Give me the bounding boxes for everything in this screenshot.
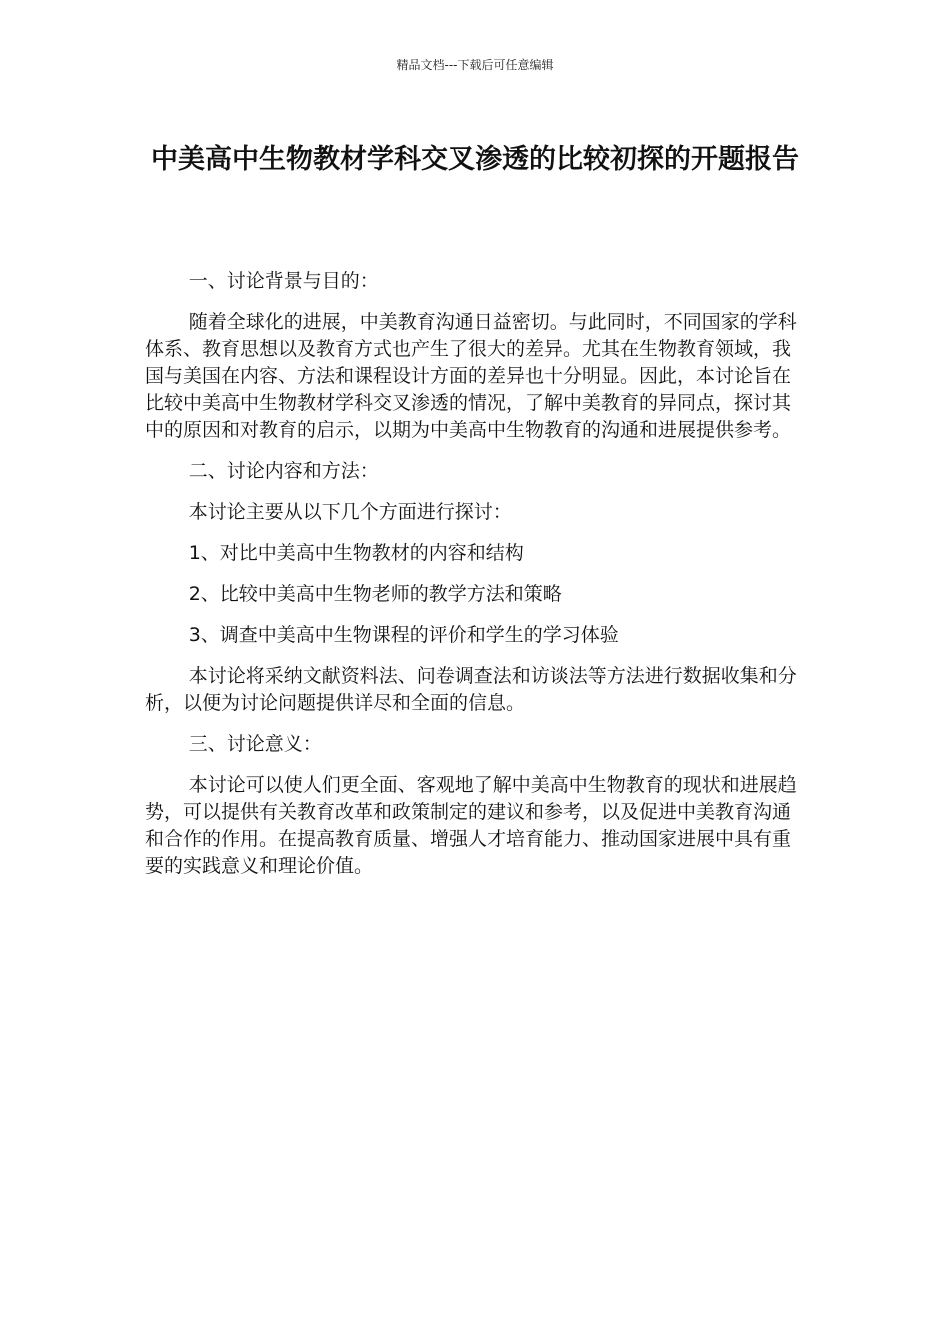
section-heading-significance: 三、讨论意义： — [188, 733, 322, 755]
list-item-2: 2、比较中美高中生物老师的教学方法和策略 — [188, 583, 562, 605]
page-header-note: 精品文档---下载后可任意编辑 — [396, 58, 554, 72]
paragraph-method: 本讨论将采纳文献资料法、问卷调查法和访谈法等方法进行数据收集和分析，以便为讨论问题提供详尽和全面的信息。 — [145, 665, 797, 714]
document-body — [145, 268, 805, 894]
section-heading-content-method: 二、讨论内容和方法： — [188, 460, 379, 482]
paragraph-content-intro: 本讨论主要从以下几个方面进行探讨： — [188, 501, 512, 523]
list-item-3: 3、调查中美高中生物课程的评价和学生的学习体验 — [188, 624, 619, 646]
list-item-1: 1、对比中美高中生物教材的内容和结构 — [188, 542, 524, 564]
section-heading-background: 一、讨论背景与目的： — [188, 270, 379, 292]
document-title: 中美高中生物教材学科交叉渗透的比较初探的开题报告 — [151, 144, 799, 175]
paragraph-background: 随着全球化的进展，中美教育沟通日益密切。与此同时，不同国家的学科体系、教育思想以及教育方式也产生了很大的差异。尤其在生物教育领域，我国与美国在内容、方法和课程设计方面的差异也十分明显。因此，本讨论旨在比较中美高中生物教材学科交叉渗透的情况，了解中美教育的异同点，探讨其中的原因和对教育的启示，以期为中美高中生物教育的沟通和进展提供参考。 — [145, 311, 797, 441]
paragraph-significance: 本讨论可以使人们更全面、客观地了解中美高中生物教育的现状和进展趋势，可以提供有关教育改革和政策制定的建议和参考，以及促进中美教育沟通和合作的作用。在提高教育质量、增强人才培育能力、推动国家进展中具有重要的实践意义和理论价值。 — [145, 774, 797, 877]
